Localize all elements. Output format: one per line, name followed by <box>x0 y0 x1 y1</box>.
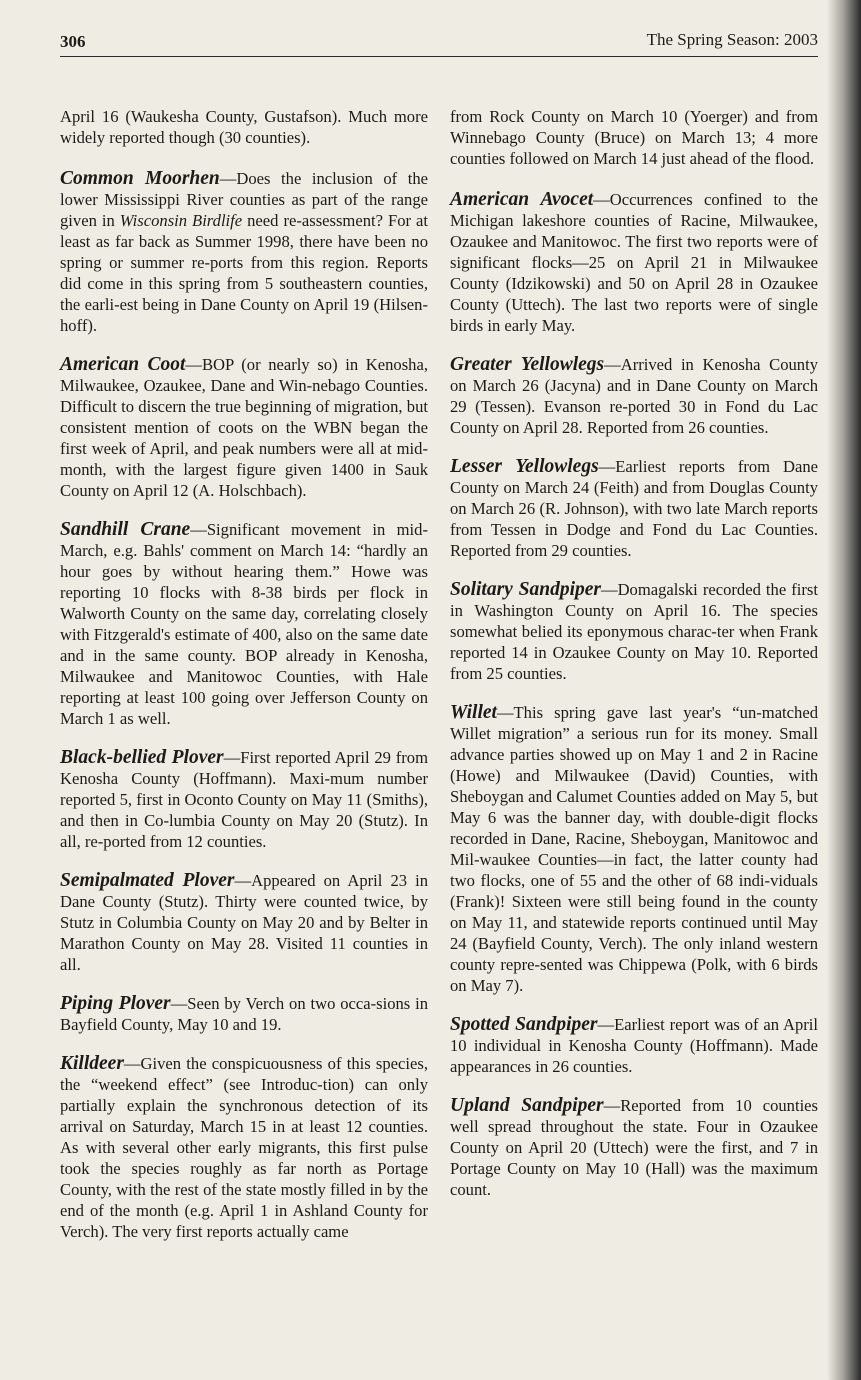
entry-text: —Earliest reports from Dane County on March 24 (Feith) and from Douglas County on March 26 (R. Johnson), with two late March reports from Tessen in Dodge and Fond du Lac Counties. Reported from 29 counties. <box>450 457 818 560</box>
species-entry-piping-plover <box>60 993 428 1035</box>
species-name: Greater Yellowlegs <box>450 354 605 375</box>
entry-text: —Arrived in Kenosha County on March 26 (Jacyna) and in Dane County on March 29 (Tessen). Evanson re-ported 30 in Fond du Lac County on April 28. Reported from 26 counties. <box>450 355 819 437</box>
species-name: Spotted Sandpiper <box>450 1014 598 1035</box>
running-head <box>60 30 818 57</box>
entry-text: —BOP (or nearly so) in Kenosha, Milwaukee, Ozaukee, Dane and Win-nebago Counties. Difficult to discern the true beginning of migration, but consistent mention of coots on the WBN began the first week of April, and peak numbers were all at mid-month, with the largest figure given 1400 in Sauk County on April 12 (A. Holschbach). <box>60 355 428 500</box>
species-name: Solitary Sandpiper <box>450 579 601 600</box>
species-entry-spotted-sandpiper <box>450 1014 818 1077</box>
species-entry-killdeer <box>60 1053 428 1242</box>
species-entry-american-coot <box>60 354 428 501</box>
entry-text: —Domagalski recorded the first in Washington County on April 16. The species somewhat belied its eponymous charac-ter when Frank reported 14 in Ozaukee County on May 10. Reported from 25 counties. <box>450 580 818 683</box>
species-entry-black-bellied-plover <box>60 747 428 852</box>
species-entry-upland-sandpiper <box>450 1095 818 1200</box>
entry-text: —Significant movement in mid-March, e.g. Bahls' comment on March 14: “hardly an hour goes by without hearing them.” Howe was reporting 10 flocks with 8-38 birds per flock in Walworth County on the same day, correlating closely with Fitzgerald's estimate of 400, also on the same date and in the same county. BOP already in Kenosha, Milwaukee and Manitowoc Counties, with Hale reporting at least 100 going over Jefferson County on March 1 as well. <box>60 520 428 728</box>
species-entry-semipalmated-plover <box>60 870 428 975</box>
right-column <box>450 106 818 1218</box>
entry-text: —Earliest report was of an April 10 individual in Kenosha County (Hoffmann). Made appearances in 26 counties. <box>450 1015 819 1076</box>
species-name: Semipalmated Plover <box>60 870 235 891</box>
species-name: Upland Sandpiper <box>450 1095 604 1116</box>
left-column <box>60 106 428 1260</box>
species-entry-willet <box>450 702 818 996</box>
citation: Wisconsin Birdlife <box>119 211 243 230</box>
entry-text: —First reported April 29 from Kenosha County (Hoffmann). Maxi-mum number reported 5, first in Oconto County on May 11 (Smiths), and then in Co-lumbia County on May 20 (Stutz). In all, re-ported from 12 counties. <box>60 748 428 851</box>
entry-text: —Occurrences confined to the Michigan lakeshore counties of Racine, Milwaukee, Ozaukee and Manitowoc. The first two reports were of significant flocks—25 on April 21 in Milwaukee County (Idzikowski) and 50 on April 28 in Ozaukee County (Uttech). The last two reports were of single birds in early May. <box>450 190 818 335</box>
species-name: American Coot <box>60 354 186 375</box>
continued-text: April 16 (Waukesha County, Gustafson). Much more widely reported though (30 counties). <box>60 107 428 147</box>
species-name: Lesser Yellowlegs <box>450 456 599 477</box>
species-entry-greater-yellowlegs <box>450 354 818 438</box>
page-number: 306 <box>60 32 86 51</box>
species-entry-solitary-sandpiper <box>450 579 818 684</box>
species-name: Common Moorhen <box>60 168 220 189</box>
entry-text: —This spring gave last year's “un-matched Willet migration” a serious run for its money. Small advance parties showed up on May 1 and 2 in Racine (Howe) and Milwaukee (David) Counties, with Sheboygan and Calumet Counties added on May 5, but May 6 was the banner day, with double-digit flocks recorded in Dane, Racine, Sheboygan, Manitowoc and Mil-waukee Counties—in fact, the latter county had two flocks, one of 55 and the other of 68 indi-viduals (Frank)! Sixteen were still being found in the county on May 11, and statewide reports continued until May 24 (Bayfield County, Verch). The only inland western county repre-sented was Chippewa (Polk, with 6 birds on May 7). <box>450 703 818 995</box>
species-name: Willet <box>450 702 497 723</box>
page-edge-shadow <box>827 0 861 1380</box>
species-entry-common-moorhen <box>60 168 428 336</box>
species-entry-american-avocet <box>450 189 818 336</box>
entry-text: need re-assessment? For at least as far back as Summer 1998, there have been no spring or summer re-ports from this region. Reports did come in this spring from 5 southeastern counties, the earli-est being in Dane County on April 19 (Hilsen-hoff). <box>60 211 428 335</box>
entry-text: —Reported from 10 counties well spread throughout the state. Four in Ozaukee County on April 20 (Uttech) were the first, and 7 in Portage County on May 10 (Hall) was the maximum count. <box>450 1096 819 1199</box>
species-name: Black-bellied Plover <box>60 747 224 768</box>
entry-text: —Does the inclusion of the lower Mississippi River counties as part of the range given in <box>60 169 428 230</box>
continued-text: from Rock County on March 10 (Yoerger) and from Winnebago County (Bruce) on March 13; 4 more counties followed on March 14 just ahead of the flood. <box>450 107 818 168</box>
journal-title: The Spring Season: 2003 <box>646 30 818 49</box>
species-name: Piping Plover <box>60 993 171 1014</box>
species-name: American Avocet <box>450 189 594 210</box>
entry-text: —Seen by Verch on two occa-sions in Bayfield County, May 10 and 19. <box>60 994 428 1034</box>
species-name: Sandhill Crane <box>60 519 191 540</box>
species-entry-sandhill-crane <box>60 519 428 729</box>
species-name: Killdeer <box>60 1053 124 1074</box>
entry-text: —Appeared on April 23 in Dane County (Stutz). Thirty were counted twice, by Stutz in Columbia County on May 20 and by Belter in Marathon County on May 28. Visited 11 counties in all. <box>60 871 428 974</box>
species-entry-lesser-yellowlegs <box>450 456 818 561</box>
entry-text: —Given the conspicuousness of this species, the “weekend effect” (see Introduc-tion) can only partially explain the synchronous detection of its arrival on Saturday, March 15 in at least 12 counties. As with several other early migrants, this first pulse took the species roughly as far north as Portage County, with the rest of the state mostly filled in by the end of the month (e.g. April 1 in Ashland County for Verch). The very first reports actually came <box>60 1054 428 1241</box>
